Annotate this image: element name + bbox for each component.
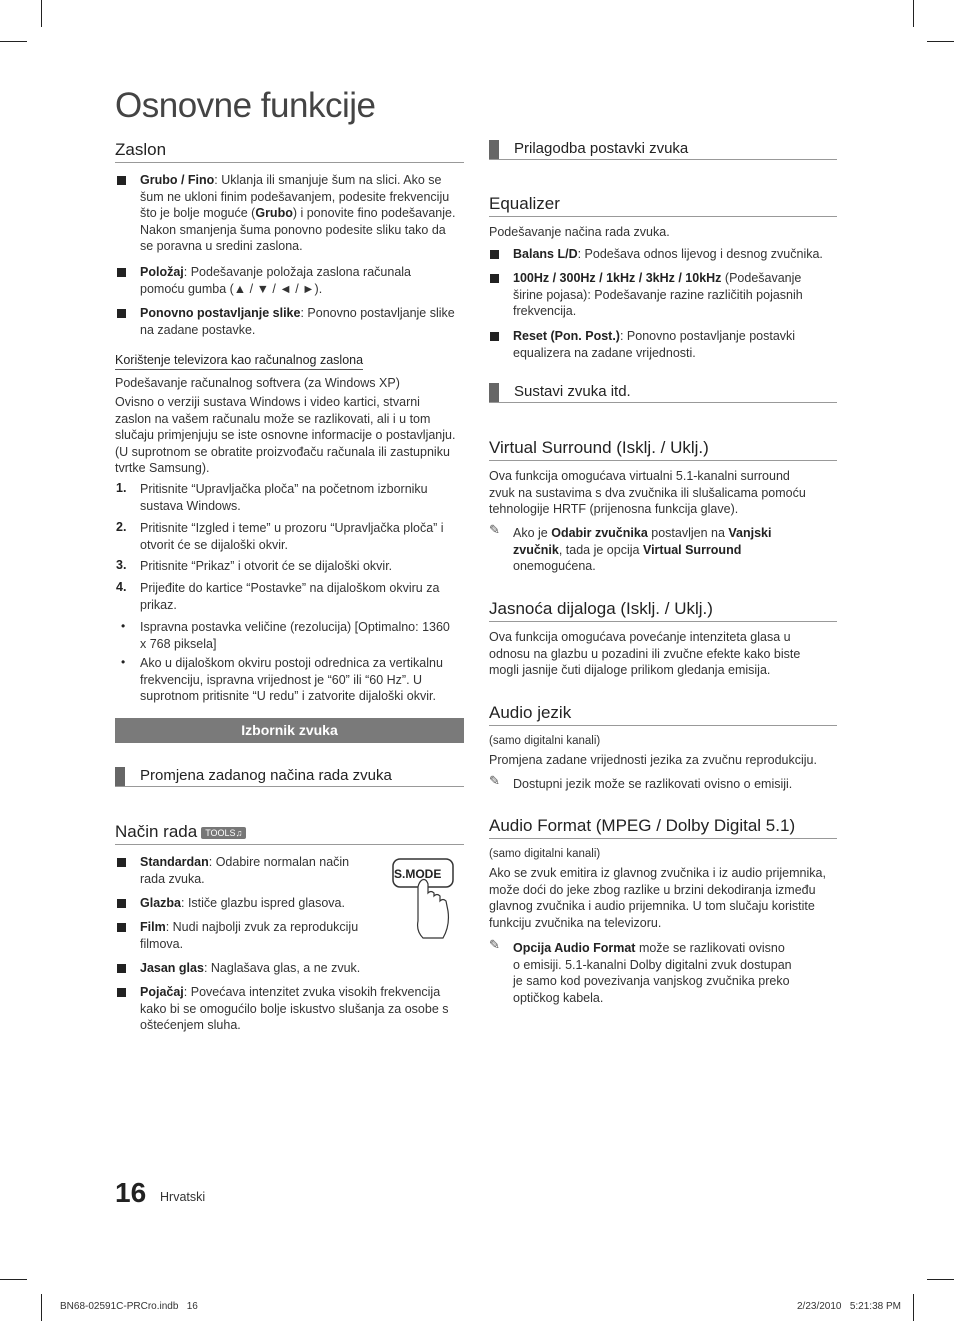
step-text: Pritisnite “Upravljačka ploča” na početnom izborniku sustava Windows. — [140, 482, 428, 513]
footer-date: 2/23/2010 5:21:38 PM — [797, 1301, 901, 1312]
tools-badge: TOOLS♫ — [201, 827, 246, 839]
list-item: Reset (Pon. Post.): Ponovno postavljanje postavki equalizera na zadane vrijednosti. — [513, 329, 796, 360]
page-language: Hrvatski — [160, 1190, 206, 1204]
bullet-text: Ako u dijaloškom okviru postoji odrednica za vertikalnu frekvenciju, ispravna vrijednost je “60” ili “60 Hz”. U suprotnom pritisnite “U redu” i zatvorite dijaloški okvir. — [140, 656, 443, 703]
heading-bar — [489, 140, 499, 159]
section-heading-virtual-surround: Virtual Surround (Isklj. / Uklj.) — [489, 438, 837, 461]
step-number: 3. — [116, 558, 127, 572]
page-title: Osnovne funkcije — [115, 86, 376, 125]
paragraph: Promjena zadane vrijednosti jezika za zvučnu reprodukciju. — [489, 753, 817, 767]
bullet-square — [117, 964, 126, 973]
list-item: Ponovno postavljanje slike: Ponovno postavljanje slike na zadane postavke. — [140, 306, 455, 337]
subheading: Korištenje televizora kao računalnog zaslona — [115, 353, 363, 370]
list-item: 100Hz / 300Hz / 1kHz / 3kHz / 10kHz (Podešavanje širine pojasa): Podešavanje razine različitih pojasnih frekvencija. — [513, 271, 803, 318]
paragraph: Ovisno o verziji sustava Windows i video kartici, stvarni zaslon na vašem računalu može se razlikovati, ali i u tom slučaju primjenjuju se iste osnovne informacije o postavljanju. (U suprotnom se obratite proizvođaču računala ili zastupniku tvrtke Samsung). — [115, 395, 456, 475]
crop-mark — [927, 1279, 954, 1280]
step-number: 2. — [116, 520, 127, 534]
bullet-square — [490, 250, 499, 259]
crop-mark — [927, 41, 954, 42]
bar-heading-sustavi: Sustavi zvuka itd. — [489, 383, 837, 403]
step-text: Prijeđite do kartice “Postavke” na dijaloškom okviru za prikaz. — [140, 581, 440, 612]
bullet-square — [117, 309, 126, 318]
bullet-dot: • — [121, 619, 126, 633]
section-heading-audio-jezik: Audio jezik — [489, 703, 837, 726]
heading-bar — [115, 767, 125, 786]
section-heading-jasnoca: Jasnoća dijaloga (Isklj. / Uklj.) — [489, 599, 837, 622]
step-text: Pritisnite “Izgled i teme” u prozoru “Upravljačka ploča” i otvorit će se dijaloški okvir. — [140, 521, 444, 552]
paragraph: (samo digitalni kanali) — [489, 735, 601, 747]
step-number: 1. — [116, 481, 127, 495]
crop-mark — [41, 1294, 42, 1321]
bullet-text: Ispravna postavka veličine (rezolucija) [Optimalno: 1360 x 768 piksela] — [140, 620, 450, 651]
note-pencil-icon: ✎ — [489, 937, 500, 952]
list-item: Položaj: Podešavanje položaja zaslona računala pomoću gumba (▲ / ▼ / ◄ / ►). — [140, 265, 412, 296]
note-text: Ako je Odabir zvučnika postavljen na Vanjski zvučnik, tada je opcija Virtual Surround onemogućena. — [513, 526, 772, 573]
list-item: Glazba: Ističe glazbu ispred glasova. — [140, 896, 345, 910]
crop-mark — [0, 1279, 27, 1280]
list-item: Balans L/D: Podešava odnos lijevog i desnog zvučnika. — [513, 247, 823, 261]
bullet-dot: • — [121, 655, 126, 669]
bar-heading-prilagodba: Prilagodba postavki zvuka — [489, 140, 837, 160]
bullet-square — [117, 899, 126, 908]
list-item: Jasan glas: Naglašava glas, a ne zvuk. — [140, 961, 361, 975]
crop-mark — [913, 1294, 914, 1321]
heading-bar — [489, 383, 499, 402]
paragraph: Podešavanje računalnog softvera (za Windows XP) — [115, 376, 400, 390]
note-text: Opcija Audio Format može se razlikovati ovisno o emisiji. 5.1-kanalni Dolby digitalni zvuk dostupan je samo kod povezivanja vanjskog zvučnika preko optičkog kabela. — [513, 941, 792, 1005]
paragraph: Ako se zvuk emitira iz glavnog zvučnika i iz audio prijemnika, može doći do jeke zbog razlike u brzini dekodiranja između glavnog zvučnika i audio prijemnika. U tom slučaju koristite funkciju zvučnika na televizoru. — [489, 866, 826, 930]
note-text: Dostupni jezik može se razlikovati ovisno o emisiji. — [513, 777, 793, 791]
crop-mark — [0, 41, 27, 42]
section-heading-equalizer: Equalizer — [489, 194, 837, 217]
bullet-square — [117, 988, 126, 997]
step-number: 4. — [116, 580, 127, 594]
paragraph: (samo digitalni kanali) — [489, 848, 601, 860]
page-number: 16 — [115, 1177, 147, 1208]
bullet-square — [117, 176, 126, 185]
bar-heading-promjena: Promjena zadanog načina rada zvuka — [115, 767, 464, 787]
crop-mark — [41, 0, 42, 27]
bullet-square — [117, 923, 126, 932]
section-heading-audio-format: Audio Format (MPEG / Dolby Digital 5.1) — [489, 816, 837, 839]
menu-banner: Izbornik zvuka — [115, 718, 464, 743]
section-heading-nacin: Način rada TOOLS♫ — [115, 822, 464, 845]
bullet-square — [117, 858, 126, 867]
bullet-square — [490, 274, 499, 283]
section-heading-zaslon: Zaslon — [115, 140, 464, 163]
list-item: Standardan: Odabire normalan način rada zvuka. — [140, 855, 350, 886]
bullet-square — [490, 332, 499, 341]
paragraph: Ova funkcija omogućava virtualni 5.1-kanalni surround zvuk na sustavima s dva zvučnika ili slušalicama pomoću tehnologije HRTF (prijenosna funkcija glave). — [489, 469, 806, 516]
list-item: Film: Nudi najbolji zvuk za reprodukciju filmova. — [140, 920, 359, 951]
list-item: Grubo / Fino: Uklanja ili smanjuje šum na slici. Ako se šum ne ukloni finim podešavanjem, podesite frekvenciju što je bolje moguće (Grubo) i ponovite fino podešavanje. Nakon smanjenja šuma ponovno podesite sliku tako da se poravna u sredini zaslona. — [140, 173, 456, 253]
footer-file: BN68-02591C-PRCro.indb 16 — [60, 1301, 198, 1312]
step-text: Pritisnite “Prikaz” i otvorit će se dijaloški okvir. — [140, 559, 393, 573]
bullet-square — [117, 268, 126, 277]
paragraph: Podešavanje načina rada zvuka. — [489, 225, 670, 239]
note-pencil-icon: ✎ — [489, 522, 500, 537]
note-pencil-icon: ✎ — [489, 773, 500, 788]
smode-label: S.MODE — [394, 867, 442, 881]
crop-mark — [913, 0, 914, 27]
paragraph: Ova funkcija omogućava povećanje intenziteta glasa u odnosu na glazbu u pozadini ili zvučne efekte kako biste mogli jasnije čuti dijaloge prilikom gledanja emisija. — [489, 630, 801, 677]
list-item: Pojačaj: Povećava intenzitet zvuka visokih frekvencija kako bi se omogućilo bolje iskustvo slušanja za osobe s oštećenjem sluha. — [140, 985, 449, 1032]
